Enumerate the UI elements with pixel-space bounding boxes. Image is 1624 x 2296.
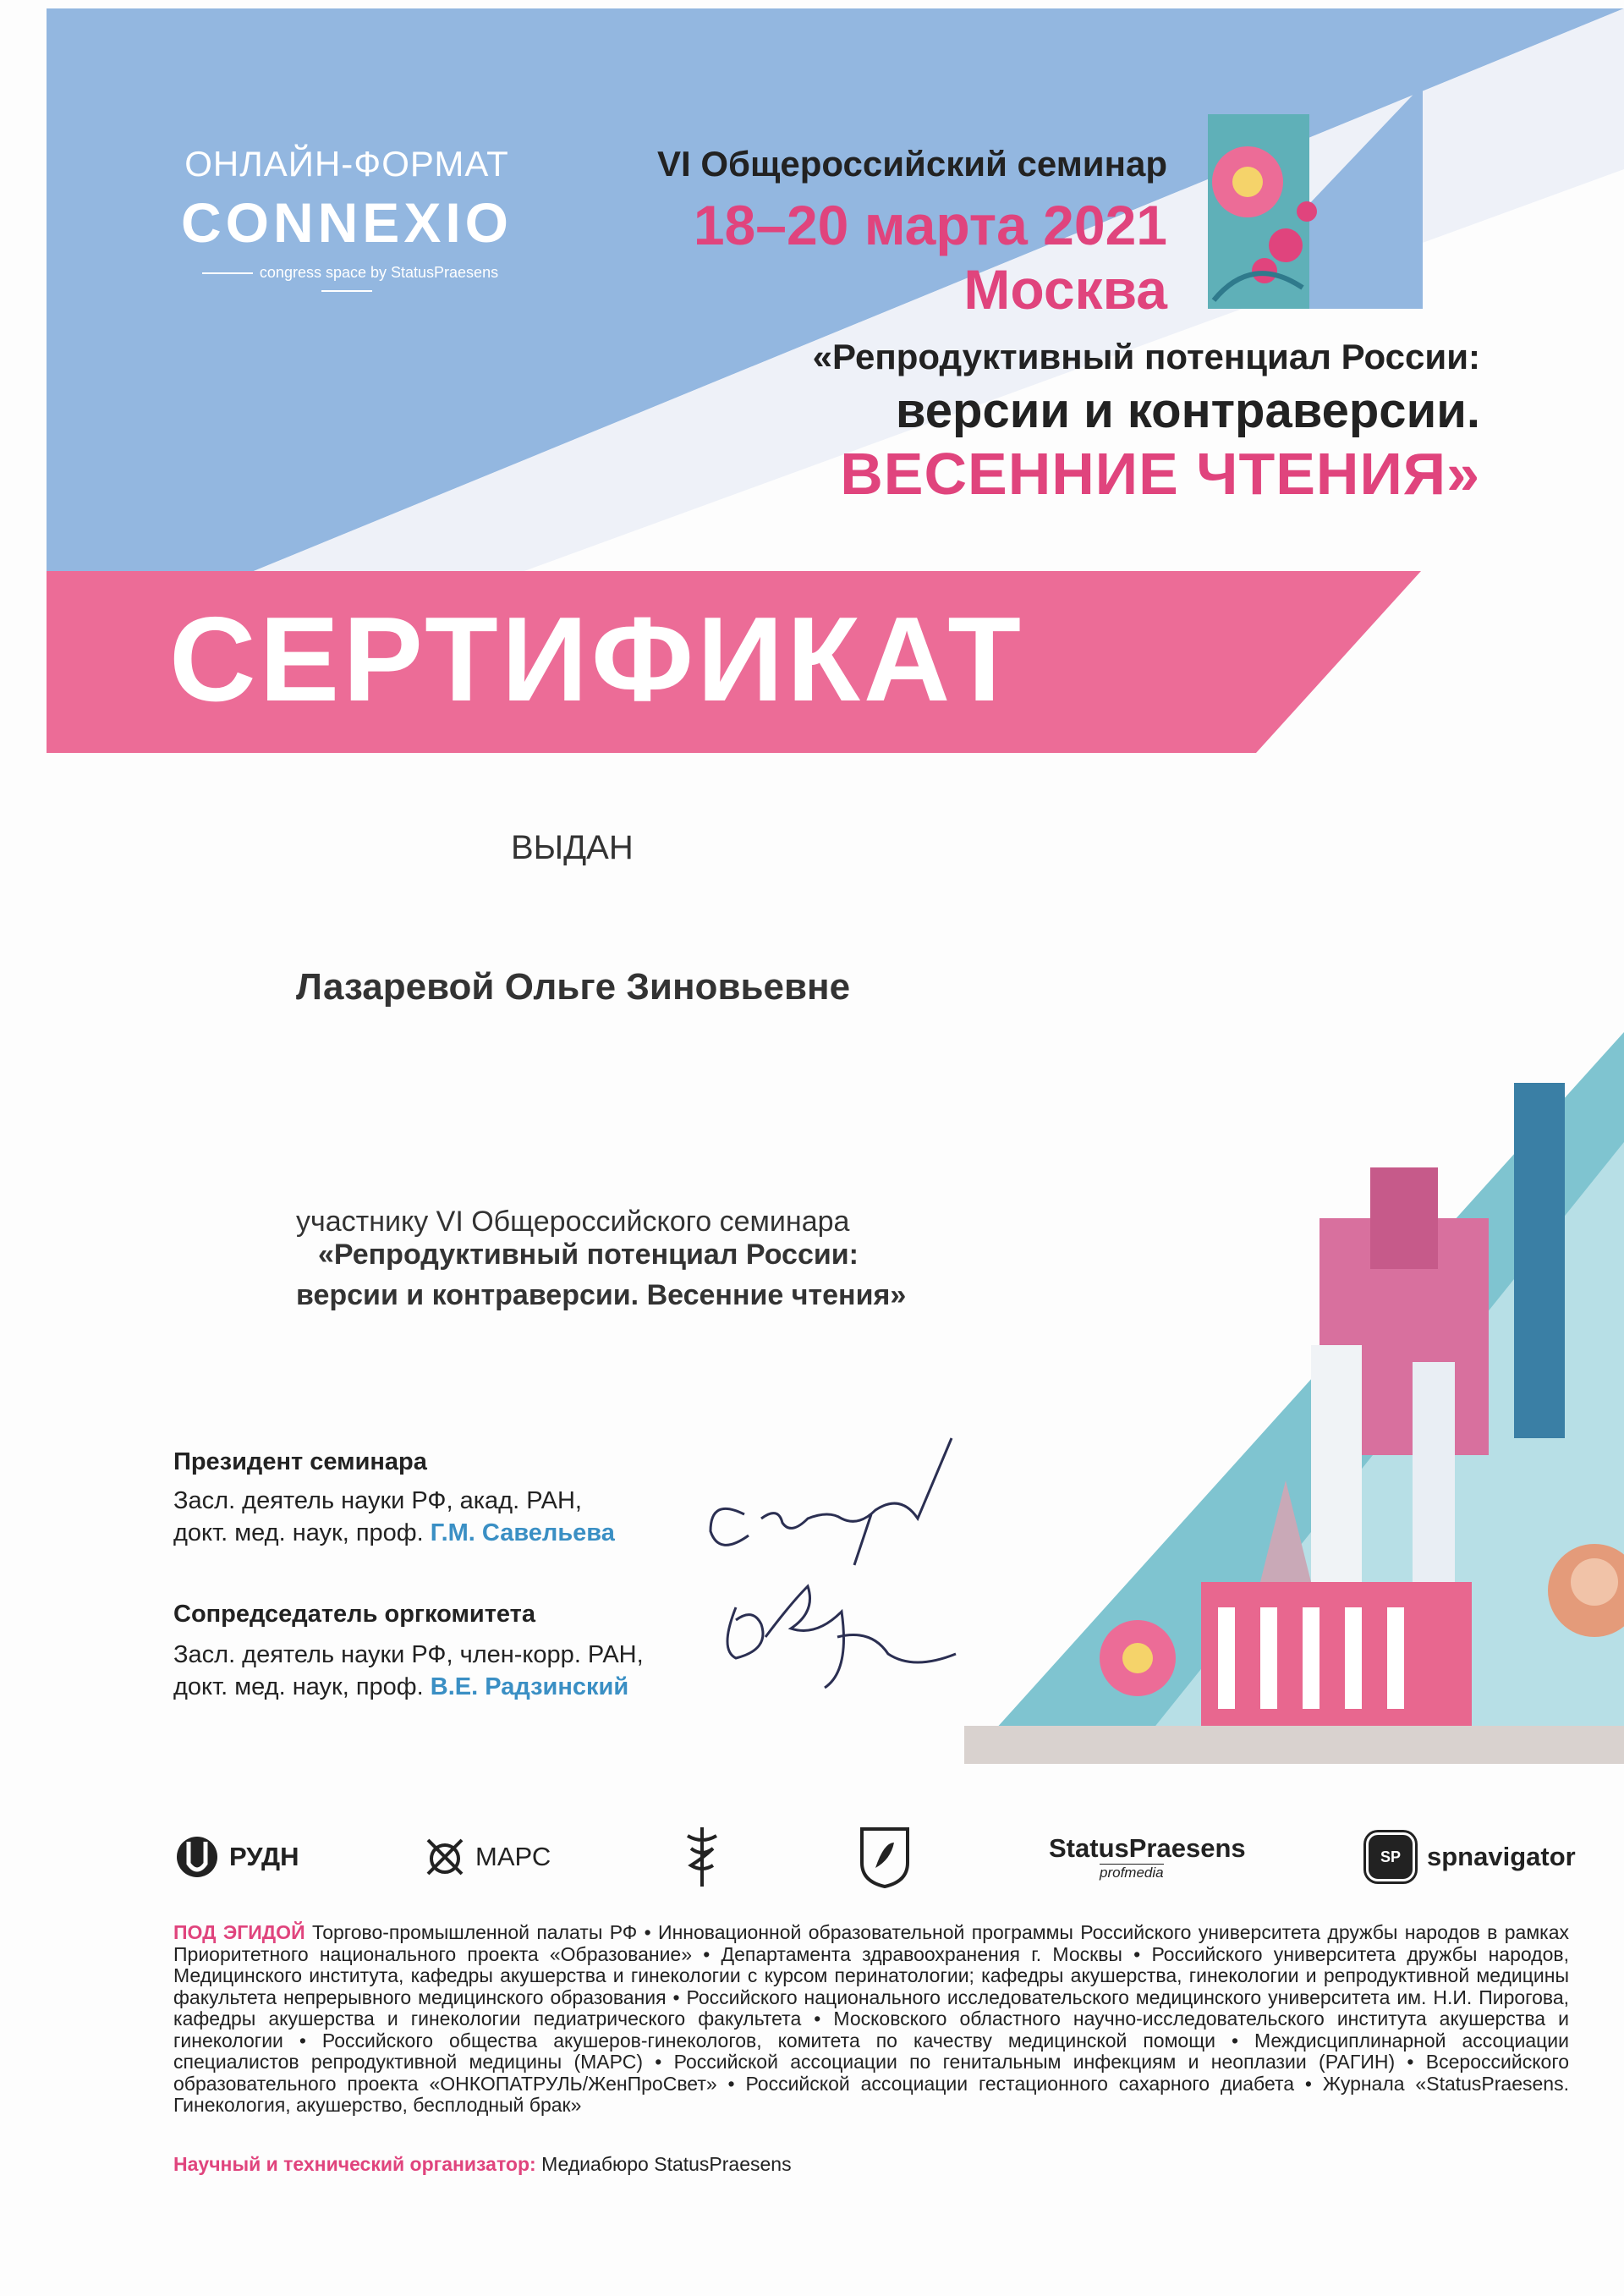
- organizer-line: [173, 2153, 792, 2176]
- signatory-president-name: Г.М. Савельева: [430, 1519, 615, 1546]
- statuspraesens-label: StatusPraesens: [1049, 1832, 1246, 1863]
- caduceus-icon: [681, 1823, 723, 1891]
- participant-line1: участнику VI Общероссийского семинара: [296, 1206, 850, 1238]
- seminar-city: Москва: [963, 258, 1167, 321]
- participant-line2: «Репродуктивный потенциал России:: [318, 1239, 859, 1271]
- signature-radzinsky: [727, 1586, 956, 1688]
- mars-logo: [423, 1827, 551, 1887]
- signatory-cochair-line2: [173, 1673, 628, 1701]
- spnavigator-label: spnavigator: [1427, 1842, 1576, 1871]
- seminar-title-line3: ВЕСЕННИЕ ЧТЕНИЯ»: [840, 441, 1480, 507]
- sp-badge-icon: SP: [1366, 1832, 1415, 1881]
- online-format-label: ОНЛАЙН-ФОРМАТ: [184, 144, 509, 184]
- seminar-title-line1: «Репродуктивный потенциал России:: [812, 337, 1480, 376]
- auspices-paragraph: [173, 1922, 1569, 2117]
- statuspraesens-logo: [1049, 1827, 1246, 1887]
- signatory-cochair-degree: докт. мед. наук, проф.: [173, 1673, 424, 1700]
- moscow-collage-illustration: [964, 1032, 1624, 1764]
- seminar-title-line2: версии и контраверсии.: [895, 383, 1480, 438]
- signatory-cochair-line1: Засл. деятель науки РФ, член-корр. РАН,: [173, 1641, 644, 1668]
- rudn-label: РУДН: [229, 1842, 299, 1871]
- mars-cross-icon: [423, 1835, 467, 1879]
- signatory-president-degree: докт. мед. наук, проф.: [173, 1519, 424, 1546]
- rudn-globe-icon: [173, 1833, 221, 1881]
- auspices-text: Торгово-промышленной палаты РФ • Инновационной образовательной программы Российского университета дружбы народов в рамках Приоритетного национального проекта «Образование» • Департамента здравоохранения г. Москвы • Российского университета дружбы народов, Медицинского института, кафедры акушерства и гинекологии с курсом перинатологии; кафедры акушерства, гинекологии и репродуктивной медицины факультета непрерывного медицинского образования • Российского национального исследовательского медицинского университета им. Н.И. Пирогова, кафедры акушерства и гинекологии педиатрического факультета • Московского областного научно-исследовательского института акушерства и гинекологии • Российского общества акушеров-гинекологов, комитета по качеству медицинской помощи • Междисциплинарной ассоциации специалистов репродуктивной медицины (МАРС) • Российской ассоциации по генитальным инфекциям и неоплазии (РАГИН) • Всероссийского образовательного проекта «ОНКОПАТРУЛЬ/ЖенПроСвет» • Российской ассоциации гестационного сахарного диабета • Журнала «StatusPraesens. Гинекология, акушерство, бесплодный брак»: [173, 1921, 1569, 2116]
- certificate-heading: СЕРТИФИКАТ: [169, 592, 1025, 727]
- organizer-name: Медиабюро StatusPraesens: [541, 2153, 792, 2175]
- mars-label: МАРС: [475, 1842, 551, 1871]
- signatory-role-cochair: Сопредседатель оргкомитета: [173, 1601, 536, 1628]
- auspices-label: ПОД ЭГИДОЙ: [173, 1921, 305, 1943]
- caduceus-logo: [681, 1827, 723, 1887]
- seminar-dates: 18–20 марта 2021: [693, 194, 1167, 256]
- brand-tagline: congress space by StatusPraesens: [169, 264, 524, 299]
- seminar-label: VI Общероссийский семинар: [657, 144, 1167, 184]
- statuspraesens-sub: profmedia: [1100, 1864, 1164, 1881]
- organizer-label: Научный и технический организатор:: [173, 2153, 536, 2175]
- participant-line3: версии и контраверсии. Весенние чтения»: [296, 1279, 907, 1311]
- moscow-health-logo: [859, 1827, 911, 1887]
- issued-label: ВЫДАН: [511, 829, 634, 866]
- moscow-shield-icon: [859, 1826, 911, 1888]
- signatory-cochair-name: В.Е. Радзинский: [430, 1673, 629, 1700]
- connexio-logo: CONNEXIO: [180, 191, 513, 254]
- signatory-president-line2: [173, 1519, 615, 1547]
- signatory-president-line1: Засл. деятель науки РФ, акад. РАН,: [173, 1487, 582, 1514]
- spnavigator-logo: [1366, 1827, 1576, 1887]
- recipient-name: Лазаревой Ольге Зиновьевне: [296, 966, 851, 1008]
- rudn-logo: [173, 1827, 299, 1887]
- signatory-role-president: Президент семинара: [173, 1448, 427, 1475]
- signature-savelyeva: [710, 1438, 952, 1565]
